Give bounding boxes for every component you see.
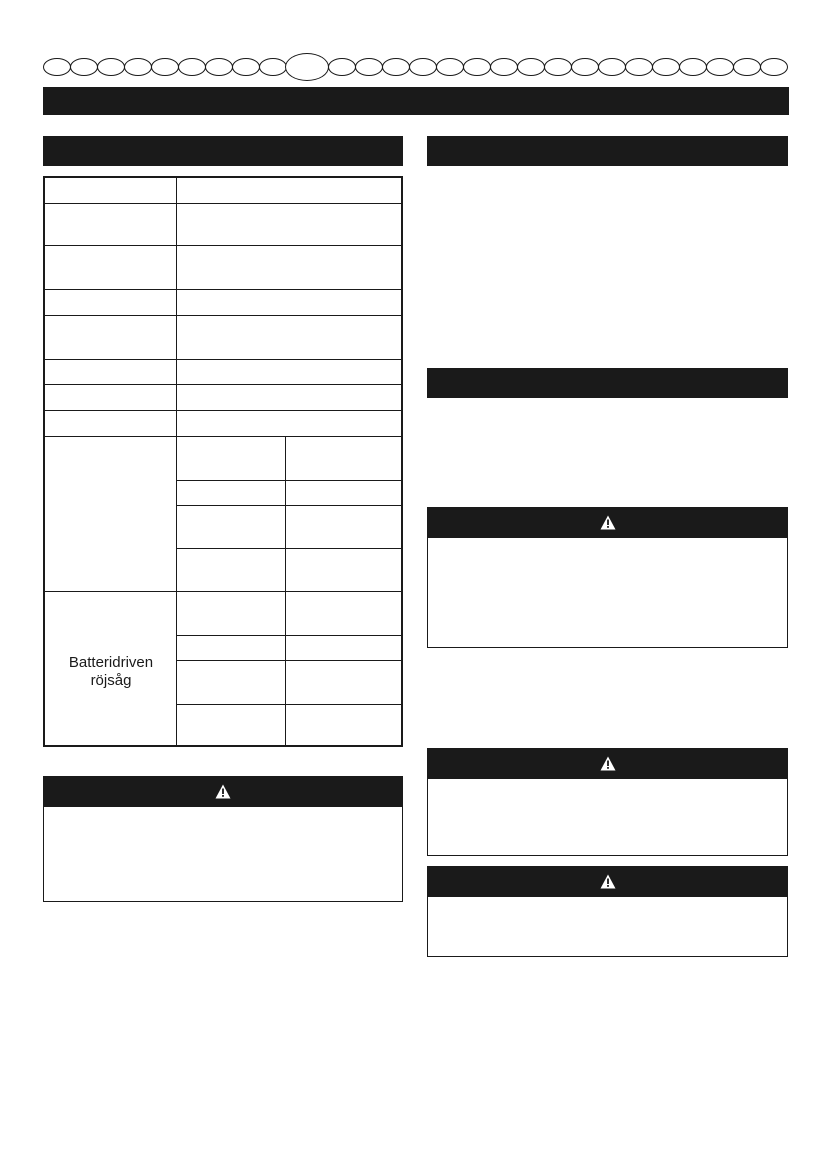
table-row-line [45,289,401,290]
language-tab [43,58,71,76]
page-title-bar [43,87,789,115]
table-row-line [176,635,401,636]
table-row-line [45,315,401,316]
language-tab [544,58,572,76]
language-tab [97,58,125,76]
language-tab [679,58,707,76]
table-row-line [45,245,401,246]
warning-triangle-icon [600,874,616,889]
table-row-line [45,410,401,411]
language-tab [733,58,761,76]
product-label: Batteridriven röjsåg [68,654,154,689]
language-tab [706,58,734,76]
language-tab [760,58,788,76]
warning-box [427,866,788,957]
warning-box [427,507,788,648]
language-tab-active [285,53,329,81]
language-tab [205,58,233,76]
language-tab [463,58,491,76]
language-tab [598,58,626,76]
warning-triangle-icon [600,756,616,771]
language-tabs [0,58,822,82]
table-row-line [45,384,401,385]
language-tab [259,58,287,76]
language-tab [436,58,464,76]
language-tab [382,58,410,76]
warning-box [43,776,403,902]
language-tab [652,58,680,76]
warning-header [43,776,403,807]
warning-triangle-icon [600,515,616,530]
language-tab [490,58,518,76]
language-tab [625,58,653,76]
warning-header [427,748,788,779]
table-row-line [176,704,401,705]
language-tab [517,58,545,76]
right-section-header [427,136,788,166]
language-tab [151,58,179,76]
warning-header [427,866,788,897]
table-row-line [176,505,401,506]
warning-box [427,748,788,856]
warning-header [427,507,788,538]
table-row-line [45,591,401,592]
language-tab [124,58,152,76]
warning-triangle-icon [215,784,231,799]
language-tab [232,58,260,76]
language-tab [178,58,206,76]
table-row-line [176,480,401,481]
table-row-line [45,359,401,360]
left-section-header [43,136,403,166]
language-tab [409,58,437,76]
language-tab [355,58,383,76]
table-row-line [176,660,401,661]
spec-table [43,176,403,747]
table-row-line [45,436,401,437]
table-row-line [45,203,401,204]
right-section-header [427,368,788,398]
language-tab [571,58,599,76]
language-tab [70,58,98,76]
table-row-line [176,548,401,549]
language-tab [328,58,356,76]
